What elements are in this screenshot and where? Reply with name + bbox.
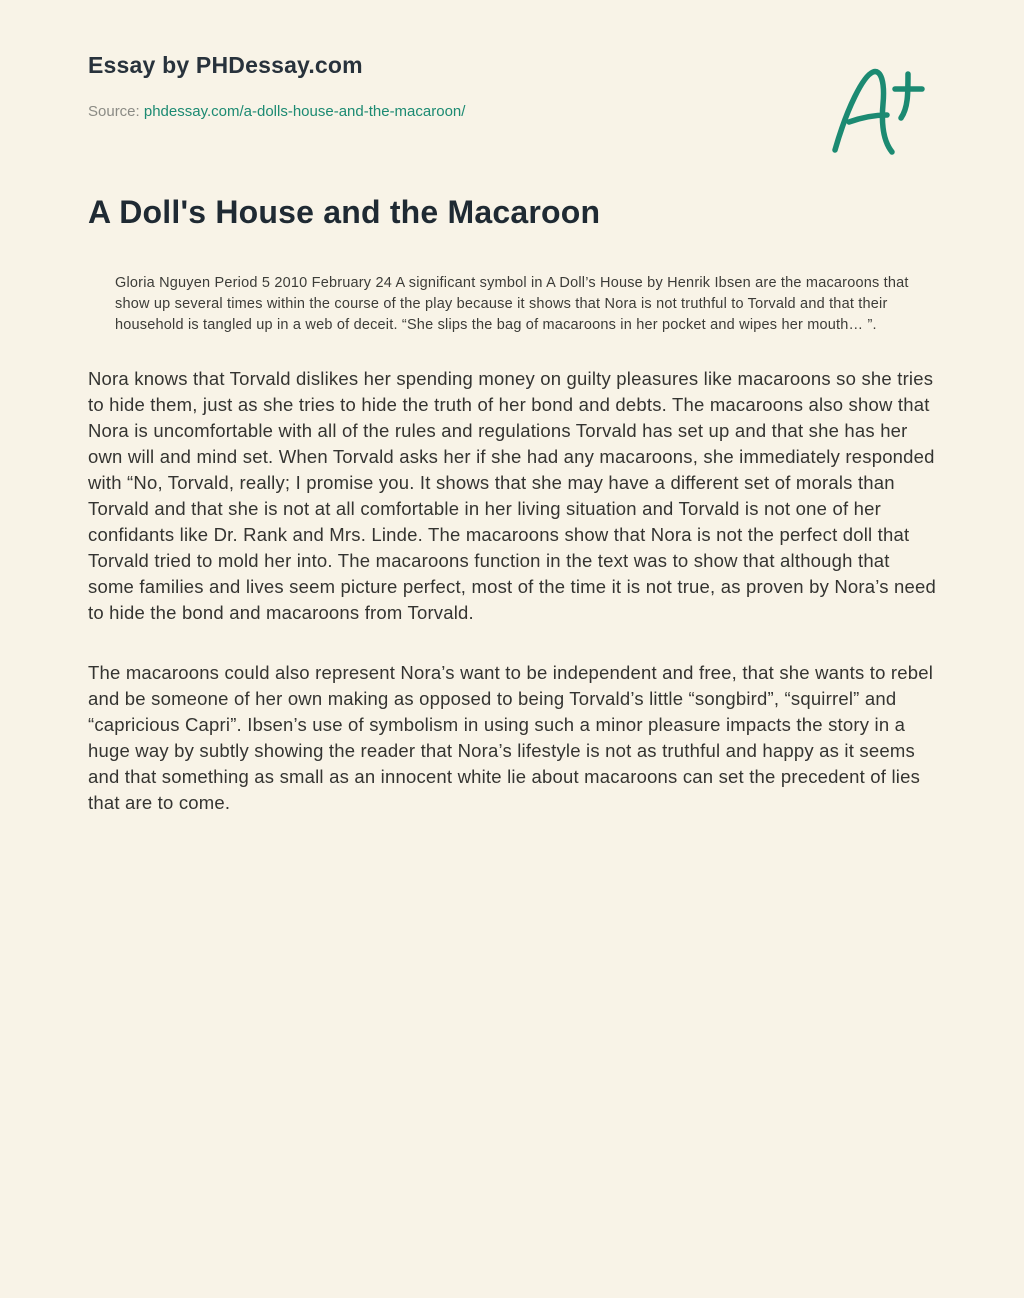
- essay-lead-paragraph: Gloria Nguyen Period 5 2010 February 24 A significant symbol in A Doll’s House by Henrik Ibsen are the macaroons that show up several times within the course of the play because it shows that Nora is not truthful to Torvald and that their household is tangled up in a web of deceit. “She slips the bag of macaroons in her pocket and wipes her mouth… ”.: [115, 275, 909, 333]
- source-link[interactable]: phdessay.com/a-dolls-house-and-the-macaroon/: [143, 103, 466, 120]
- source-label: Source:: [88, 103, 140, 120]
- essay-paragraph-1: Nora knows that Torvald dislikes her spending money on guilty pleasures like macaroons so she tries to hide them, just as she tries to hide the truth of her bond and debts. The macaroons also show that Nora is uncomfortable with all of the rules and regulations Torvald has set up and that she has her own will and mind set. When Torvald asks her if she had any macaroons, she immediately responded with “No, Torvald, really; I promise you. It shows that she may have a different set of morals than Torvald and that she is not at all comfortable in her living situation and Torvald is not one of her confidants like Dr. Rank and Mrs. Linde. The macaroons show that Nora is not the perfect doll that Torvald tried to mold her into. The macaroons function in the text was to show that although that some families and lives seem picture perfect, most of the time it is not true, as proven by Nora’s need to hide the bond and macaroons from Torvald.: [88, 368, 936, 623]
- page-header: [88, 52, 936, 120]
- source-line: [88, 103, 936, 120]
- essay-paragraph-2: The macaroons could also represent Nora’s want to be independent and free, that she wants to rebel and be someone of her own making as opposed to being Torvald’s little “songbird”, “squirrel” and “capricious Capri”. Ibsen’s use of symbolism in using such a minor pleasure impacts the story in a huge way by subtly showing the reader that Nora’s lifestyle is not as truthful and happy as it seems and that something as small as an innocent white lie about macaroons can set the precedent of lies that are to come.: [88, 662, 934, 813]
- phdessay-a-plus-logo-icon: [829, 62, 929, 162]
- essay-title: A Doll's House and the Macaroon: [88, 194, 601, 230]
- essay-article: [88, 194, 936, 816]
- site-header-title: Essay by PHDessay.com: [88, 52, 363, 78]
